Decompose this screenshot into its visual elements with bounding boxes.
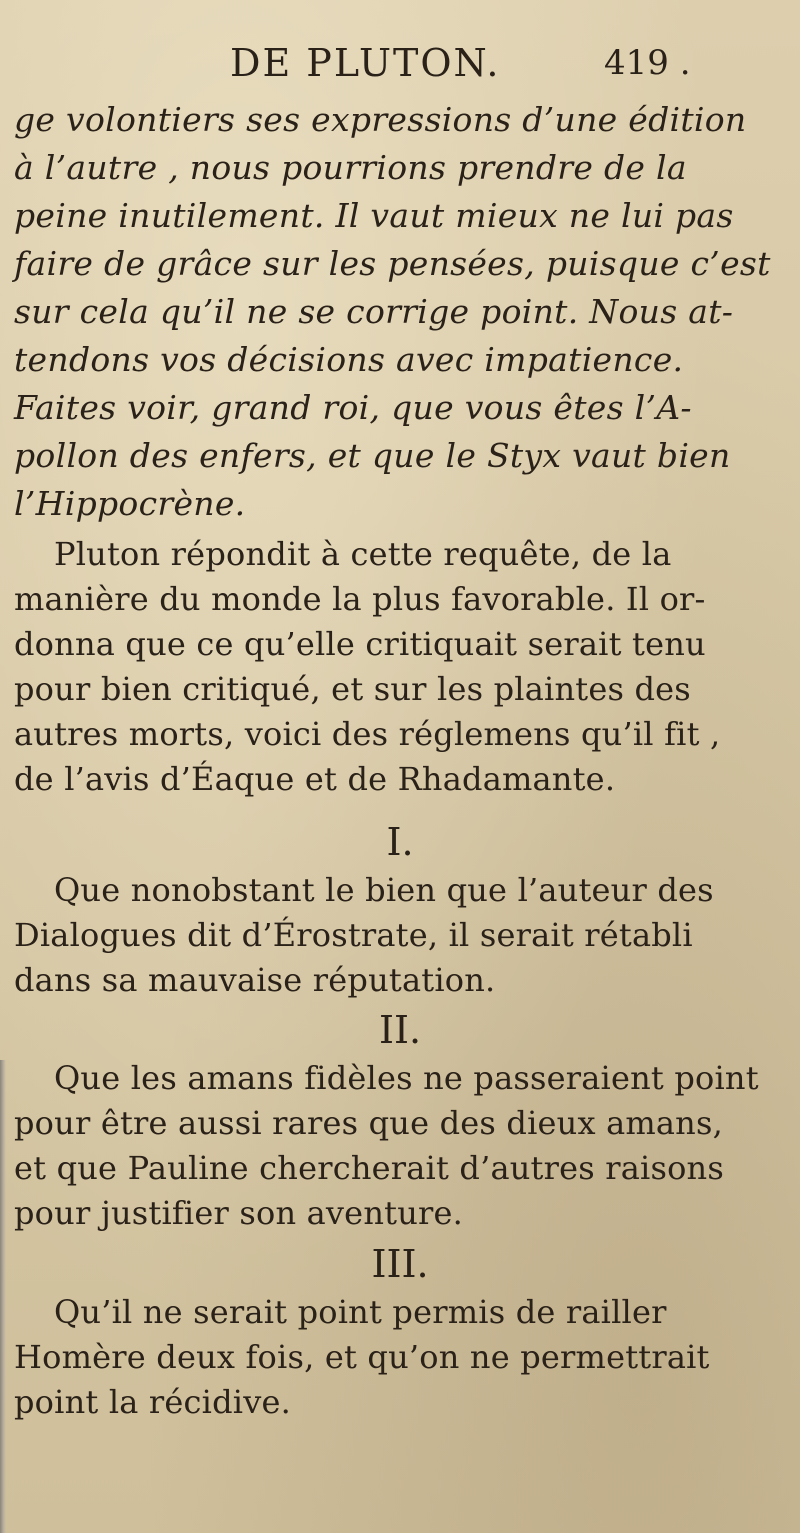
text-line: de l’avis d’Éaque et de Rhadamante.	[14, 760, 616, 798]
text-line: Faites voir, grand roi, que vous êtes l’A-	[14, 388, 692, 427]
text-line: à l’autre , nous pourrions prendre de la	[14, 148, 687, 187]
text-line: Qu’il ne serait point permis de railler	[54, 1293, 667, 1331]
text-line: autres morts, voici des réglemens qu’il fit ,	[14, 715, 721, 753]
text-line: l’Hippocrène.	[14, 484, 246, 523]
intro-paragraph	[14, 96, 788, 528]
running-title: DE PLUTON.	[230, 41, 501, 85]
text-line: Dialogues dit d’Érostrate, il serait rétabli	[14, 916, 693, 954]
text-line: faire de grâce sur les pensées, puisque c’est	[14, 244, 771, 283]
text-line: pour bien critiqué, et sur les plaintes des	[14, 670, 691, 708]
text-line: Que les amans fidèles ne passeraient point	[54, 1059, 759, 1097]
text-line: manière du monde la plus favorable. Il or-	[14, 580, 706, 618]
text-line: tendons vos décisions avec impatience.	[14, 340, 684, 379]
narration-paragraph	[14, 532, 788, 802]
text-line: ge volontiers ses expressions d’une édition	[14, 100, 747, 139]
page-header	[0, 38, 800, 88]
rule-2-paragraph	[14, 1056, 788, 1236]
text-line: Pluton répondit à cette requête, de la	[54, 535, 672, 573]
rule-3-paragraph	[14, 1290, 788, 1425]
rule-numeral-3: III.	[371, 1242, 429, 1286]
text-line: pour être aussi rares que des dieux amans,	[14, 1104, 723, 1142]
text-line: point la récidive.	[14, 1383, 292, 1421]
text-line: et que Pauline chercherait d’autres raisons	[14, 1149, 724, 1187]
text-line: Que nonobstant le bien que l’auteur des	[54, 871, 714, 909]
text-line: pour justifier son aventure.	[14, 1194, 464, 1232]
text-line: donna que ce qu’elle critiquait serait tenu	[14, 625, 706, 663]
text-line: peine inutilement. Il vaut mieux ne lui pas	[14, 196, 734, 235]
page-number: 419 .	[604, 43, 691, 83]
page-edge-shadow	[0, 1060, 6, 1533]
text-line: Homère deux fois, et qu’on ne permettrait	[14, 1338, 710, 1376]
text-line: dans sa mauvaise réputation.	[14, 961, 496, 999]
text-line: sur cela qu’il ne se corrige point. Nous at-	[14, 292, 734, 331]
rule-numeral-1: I.	[386, 820, 414, 864]
rule-1-paragraph	[14, 868, 788, 1003]
rule-numeral-2: II.	[378, 1008, 422, 1052]
text-line: pollon des enfers, et que le Styx vaut bien	[14, 436, 731, 475]
